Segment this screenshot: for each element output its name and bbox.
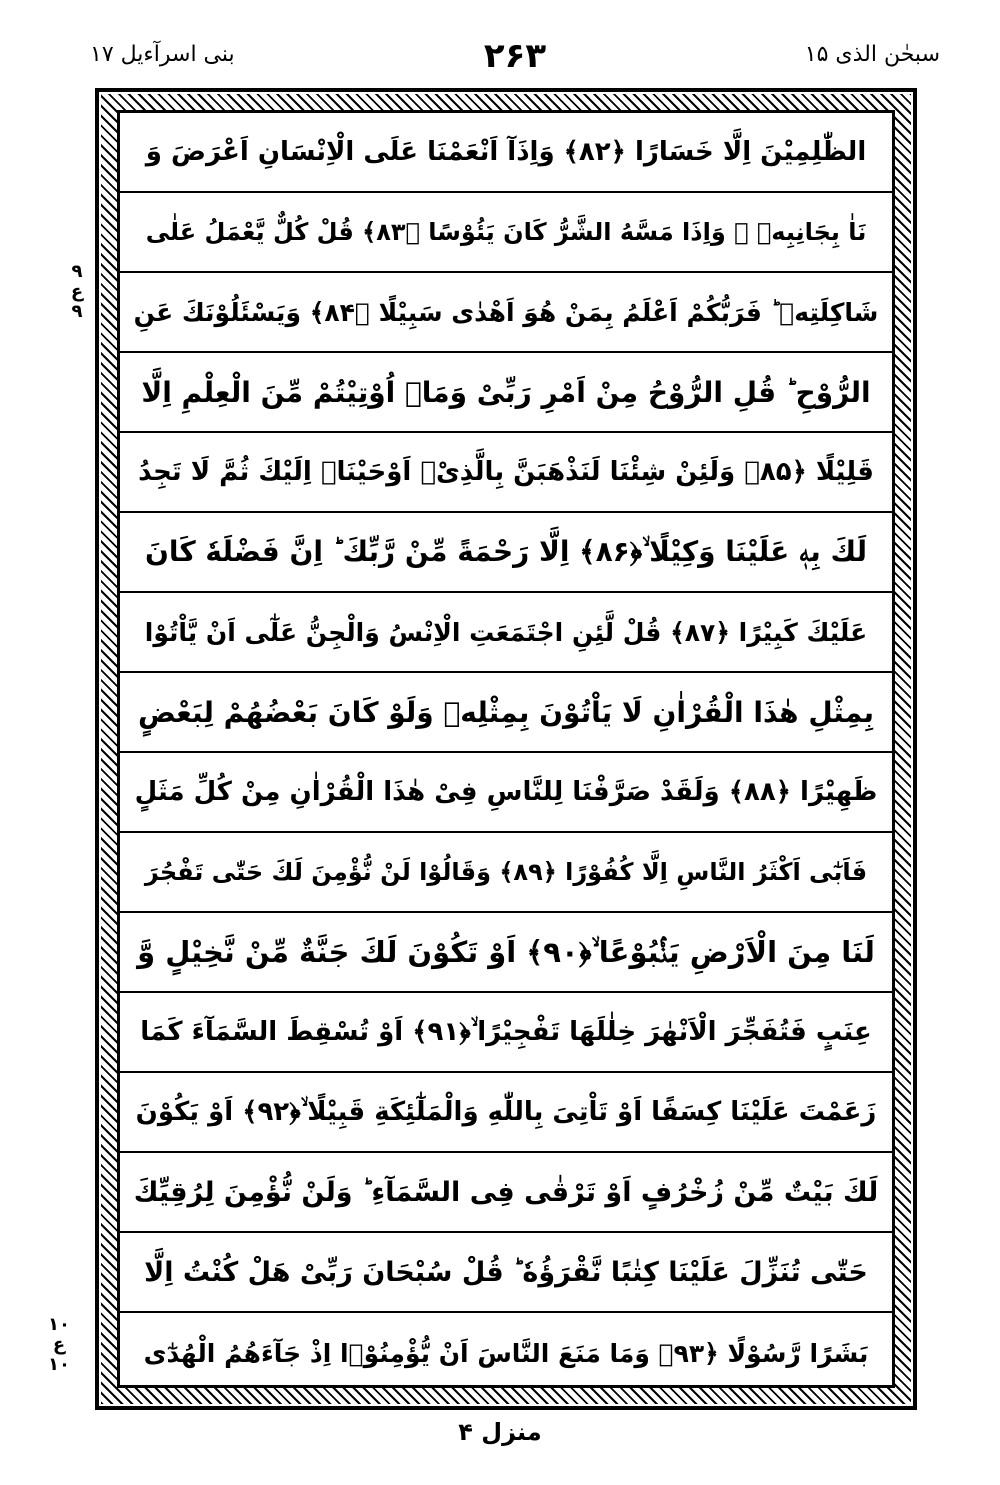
text-line-11: لَنَا مِنَ الْاَرْضِ يَنْۢبُوْعًا ۙ﴿۹۰﴾ اَوْ تَكُوْنَ لَكَ جَنَّةٌ مِّنْ نَّخِيْلٍ وَّ — [120, 913, 892, 993]
text-line-1: الظّٰلِمِیْنَ اِلَّا خَسَارًا ﴿۸۲﴾ وَاِذَآ اَنْعَمْنَا عَلَى الْاِنْسَانِ اَعْرَضَ وَ — [120, 113, 892, 193]
text-line-14: لَكَ بَيْتٌ مِّنْ زُخْرُفٍ اَوْ تَرْقٰى فِى السَّمَآءِ ؕ وَلَنْ نُّؤْمِنَ لِرُقِيِّكَ — [120, 1153, 892, 1233]
ruku-marker-1: ۹ ع ۹ — [70, 261, 84, 322]
text-line-2: نَاٰ بِجَانِبِهٖ ۚ وَاِذَا مَسَّهُ الشَّرُّ كَانَ يَئُوْسًا ﴿۸۳﴾ قُلْ كُلٌّ يَّعْمَلُ عَلٰى — [120, 193, 892, 273]
text-line-8: بِمِثْلِ هٰذَا الْقُرْاٰنِ لَا يَاْتُوْنَ بِمِثْلِهٖ وَلَوْ كَانَ بَعْضُهُمْ لِبَعْضٍ — [120, 673, 892, 753]
text-line-7: عَلَيْكَ كَبِيْرًا ﴿۸۷﴾ قُلْ لَّئِنِ اجْتَمَعَتِ الْاِنْسُ وَالْجِنُّ عَلٰٓى اَنْ يَّاْتُوْا — [120, 593, 892, 673]
text-line-13: زَعَمْتَ عَلَيْنَا كِسَفًا اَوْ تَاْتِىَ بِاللّٰهِ وَالْمَلٰٓئِكَةِ قَبِيْلًا ۙ﴿۹۲﴾ اَوْ يَكُوْنَ — [120, 1073, 892, 1153]
text-line-5: قَلِيْلًا ﴿۸۵﴾ وَلَئِنْ شِئْنَا لَنَذْهَبَنَّ بِالَّذِىْۤ اَوْحَيْنَاۤ اِلَيْكَ ثُمَّ لَا تَجِدُ — [120, 433, 892, 513]
text-line-15: حَتّٰى تُنَزِّلَ عَلَيْنَا كِتٰبًا نَّقْرَؤُهٗ ؕ قُلْ سُبْحَانَ رَبِّىْ هَلْ كُنْتُ اِلَّا — [120, 1233, 892, 1313]
text-line-10: فَاَبٰٓى اَكْثَرُ النَّاسِ اِلَّا كُفُوْرًا ﴿۸۹﴾ وَقَالُوْا لَنْ نُّؤْمِنَ لَكَ حَتّٰى تَفْجُرَ — [120, 833, 892, 913]
ruku-marker-2: ۱۰ ع ۱۰ — [48, 1314, 70, 1375]
text-line-16: بَشَرًا رَّسُوْلًا ﴿۹۳﴾ وَمَا مَنَعَ النَّاسَ اَنْ يُّؤْمِنُوْۤا اِذْ جَآءَهُمُ الْهُدٰٓى — [143, 1338, 869, 1368]
surah-name: بنی اسرآءیل ۱۷ — [90, 42, 235, 67]
text-line-9: ظَهِيْرًا ﴿۸۸﴾ وَلَقَدْ صَرَّفْنَا لِلنَّاسِ فِىْ هٰذَا الْقُرْاٰنِ مِنْ كُلِّ مَثَلٍ — [120, 753, 892, 833]
text-block — [117, 110, 895, 1388]
text-line-12: عِنَبٍ فَتُفَجِّرَ الْاَنْهٰرَ خِلٰلَهَا تَفْجِيْرًا ۙ﴿۹۱﴾ اَوْ تُسْقِطَ السَّمَآءَ كَمَا — [120, 993, 892, 1073]
text-line-3: شَاكِلَتِهٖ ؕ فَرَبُّكُمْ اَعْلَمُ بِمَنْ هُوَ اَهْدٰى سَبِيْلًا ﴿۸۴﴾ وَيَسْئَلُوْنَكَ عَنِ — [120, 273, 892, 353]
page-footer: منزل ۴ — [458, 1418, 542, 1446]
para-name: سبحٰن الذی ۱۵ — [804, 42, 940, 67]
page-header — [90, 36, 940, 86]
text-line-4: الرُّوْحِ ؕ قُلِ الرُّوْحُ مِنْ اَمْرِ رَبِّىْ وَمَاۤ اُوْتِيْتُمْ مِّنَ الْعِلْمِ اِلَّا — [120, 353, 892, 433]
text-line-6: لَكَ بِهٖ عَلَيْنَا وَكِيْلًا ۙ﴿۸۶﴾ اِلَّا رَحْمَةً مِّنْ رَّبِّكَ ؕ اِنَّ فَضْلَهٗ كَانَ — [120, 513, 892, 593]
page-number: ۲۶۳ — [483, 36, 547, 76]
